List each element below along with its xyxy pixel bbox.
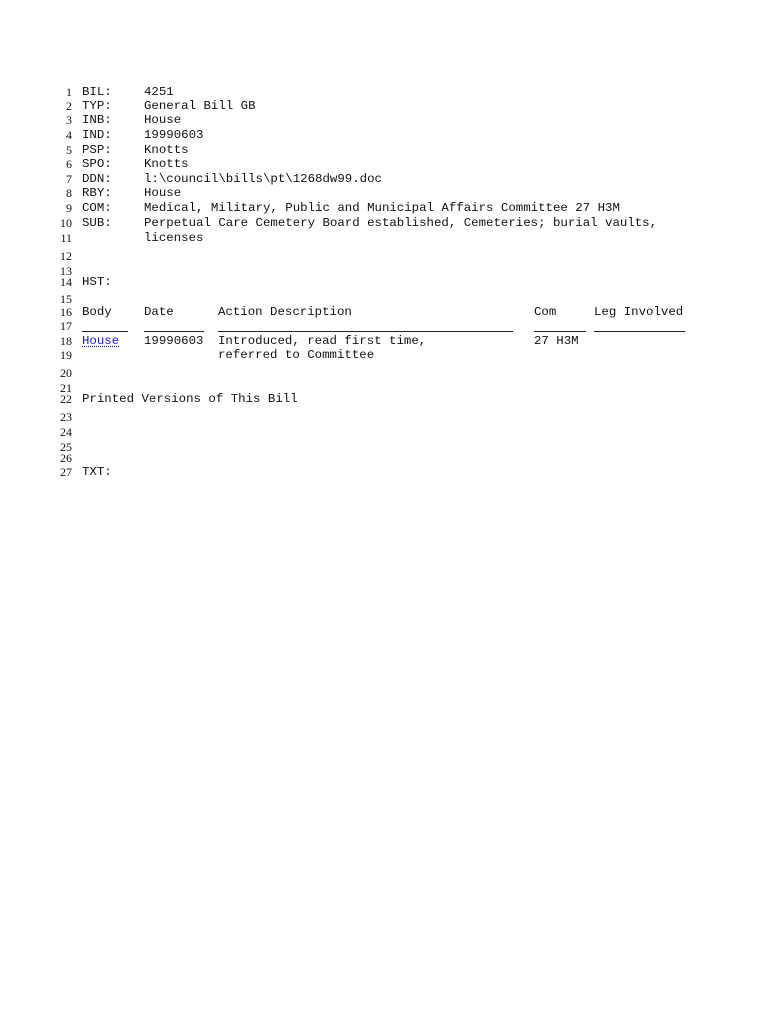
header-body: Body	[82, 305, 112, 319]
field-label: TYP:	[82, 99, 112, 113]
field-value: House	[144, 186, 182, 200]
field-value: 4251	[144, 85, 174, 99]
field-label: RBY:	[82, 186, 112, 200]
header-com: Com	[534, 305, 557, 319]
row-action-line: referred to Committee	[218, 348, 375, 362]
subject-continuation: licenses	[144, 231, 204, 245]
line-number: 5	[66, 143, 72, 157]
field-label: SPO:	[82, 157, 112, 171]
line-number: 2	[66, 99, 72, 113]
line-number: 8	[66, 186, 72, 200]
field-label: COM:	[82, 201, 112, 215]
rule-com	[534, 331, 586, 332]
header-date: Date	[144, 305, 174, 319]
field-label: INB:	[82, 113, 112, 127]
line-number: 23	[60, 410, 72, 424]
rule-leg	[594, 331, 685, 332]
line-number: 18	[60, 334, 72, 348]
line-number: 10	[60, 216, 72, 230]
line-number: 19	[60, 348, 72, 362]
field-value: General Bill GB	[144, 99, 256, 113]
line-number: 25	[60, 440, 72, 454]
rule-action	[218, 331, 513, 332]
field-value: Perpetual Care Cemetery Board established, Cemeteries; burial vaults,	[144, 216, 658, 230]
row-date: 19990603	[144, 334, 204, 348]
line-number: 24	[60, 425, 72, 439]
field-value: House	[144, 113, 182, 127]
field-label: DDN:	[82, 172, 112, 186]
rule-body	[82, 331, 128, 332]
line-number: 13	[60, 264, 72, 278]
line-number: 21	[60, 381, 72, 395]
field-label: PSP:	[82, 143, 112, 157]
line-number: 20	[60, 366, 72, 380]
line-number: 14	[60, 275, 72, 289]
line-number: 7	[66, 172, 72, 186]
line-number: 9	[66, 201, 72, 215]
row-action-line: Introduced, read first time,	[218, 334, 427, 348]
row-com: 27 H3M	[534, 334, 579, 348]
line-number: 16	[60, 305, 72, 319]
header-leg: Leg Involved	[594, 305, 684, 319]
line-number: 12	[60, 249, 72, 263]
line-number: 3	[66, 113, 72, 127]
field-value: l:\council\bills\pt\1268dw99.doc	[144, 172, 382, 186]
text-label: TXT:	[82, 465, 112, 479]
field-value: Knotts	[144, 157, 189, 171]
field-label: SUB:	[82, 216, 112, 230]
rule-date	[144, 331, 204, 332]
line-number: 4	[66, 128, 72, 142]
line-number: 17	[60, 319, 72, 333]
field-value: 19990603	[144, 128, 204, 142]
line-number: 27	[60, 465, 72, 479]
history-label: HST:	[82, 275, 112, 289]
field-label: BIL:	[82, 85, 112, 99]
line-number: 26	[60, 451, 72, 465]
row-body-link[interactable]: House	[82, 334, 120, 348]
field-label: IND:	[82, 128, 112, 142]
line-number: 15	[60, 292, 72, 306]
printed-versions-heading: Printed Versions of This Bill	[82, 392, 298, 406]
line-number: 1	[66, 85, 72, 99]
field-value: Medical, Military, Public and Municipal Affairs Committee 27 H3M	[144, 201, 620, 215]
header-action: Action Description	[218, 305, 352, 319]
line-number: 22	[60, 392, 72, 406]
line-number: 6	[66, 157, 72, 171]
field-value: Knotts	[144, 143, 189, 157]
line-number: 11	[60, 231, 72, 245]
